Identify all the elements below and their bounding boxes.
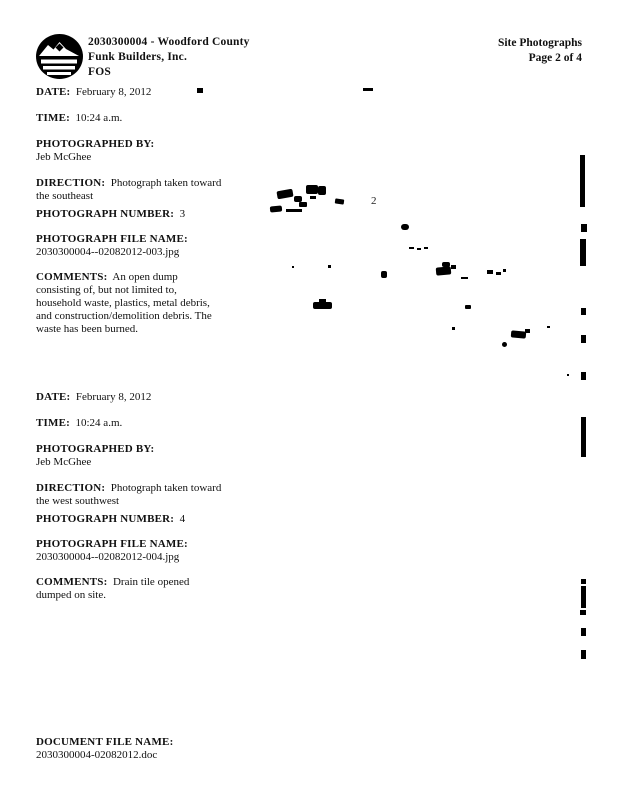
scan-artifact bbox=[581, 335, 586, 343]
scan-artifact bbox=[436, 266, 452, 275]
document-file-block bbox=[36, 736, 173, 762]
scan-artifact bbox=[502, 342, 507, 347]
photo-file-name: 2030300004--02082012-004.jpg bbox=[36, 551, 180, 563]
scan-artifact bbox=[401, 224, 409, 230]
scan-artifact bbox=[465, 305, 471, 309]
scan-artifact bbox=[276, 189, 293, 200]
scan-artifact bbox=[461, 277, 468, 279]
scan-artifact bbox=[580, 610, 586, 615]
header-site-info bbox=[88, 35, 250, 80]
scan-artifact bbox=[581, 650, 586, 659]
doc-title: Site Photographs bbox=[497, 37, 582, 49]
scan-artifact bbox=[335, 198, 345, 204]
scan-artifact bbox=[581, 372, 586, 380]
scan-artifact bbox=[451, 265, 456, 269]
scan-artifact bbox=[286, 209, 302, 212]
photo-entry-2 bbox=[36, 391, 231, 602]
date-label: DATE: bbox=[36, 86, 71, 98]
photographer-name: Jeb McGhee bbox=[36, 456, 92, 468]
scan-artifact bbox=[270, 205, 283, 212]
direction-row bbox=[36, 177, 224, 203]
photo-number-row bbox=[36, 513, 231, 526]
time-row bbox=[36, 112, 231, 125]
scan-artifact bbox=[580, 239, 586, 266]
direction-label: DIRECTION: bbox=[36, 482, 106, 494]
header-company: Funk Builders, Inc. bbox=[88, 51, 188, 63]
photographed-by-label: PHOTOGRAPHED BY: bbox=[36, 443, 155, 455]
scan-artifact bbox=[319, 299, 326, 302]
photographer-name: Jeb McGhee bbox=[36, 151, 92, 163]
direction-value: Photograph taken toward the west southwest bbox=[36, 482, 222, 507]
photo-number-label: PHOTOGRAPH NUMBER: bbox=[36, 208, 175, 220]
time-row bbox=[36, 417, 231, 430]
date-row bbox=[36, 391, 231, 404]
agency-seal-icon bbox=[35, 33, 84, 80]
scan-artifact bbox=[567, 374, 569, 376]
scan-artifact bbox=[197, 88, 203, 93]
date-label: DATE: bbox=[36, 391, 71, 403]
comments-row bbox=[36, 576, 224, 602]
scan-artifact bbox=[292, 266, 294, 268]
direction-label: DIRECTION: bbox=[36, 177, 106, 189]
comments-label: COMMENTS: bbox=[36, 271, 108, 283]
scan-artifact bbox=[313, 302, 332, 309]
photo-entry-1 bbox=[36, 86, 231, 336]
page-number: Page 2 of 4 bbox=[528, 52, 582, 64]
scan-artifact bbox=[452, 327, 455, 330]
photo-file-label: PHOTOGRAPH FILE NAME: bbox=[36, 233, 188, 245]
scan-artifact bbox=[318, 186, 326, 195]
scan-artifact bbox=[409, 247, 414, 249]
scan-artifact bbox=[580, 155, 585, 207]
scan-artifact-stray-digit: 2 bbox=[371, 195, 377, 207]
scan-artifact bbox=[581, 308, 586, 315]
date-value: February 8, 2012 bbox=[75, 391, 152, 403]
photo-number-value: 3 bbox=[179, 208, 186, 220]
photographed-by-row bbox=[36, 443, 231, 469]
scan-artifact bbox=[306, 185, 318, 194]
photographed-by-row bbox=[36, 138, 231, 164]
scan-artifact bbox=[487, 270, 493, 274]
scan-artifact bbox=[381, 271, 387, 278]
document-file-name: 2030300004-02082012.doc bbox=[36, 749, 158, 761]
scan-artifact bbox=[581, 579, 586, 584]
scan-artifact bbox=[299, 202, 307, 207]
date-value: February 8, 2012 bbox=[75, 86, 152, 98]
scan-artifact bbox=[424, 247, 428, 249]
scan-artifact bbox=[511, 330, 527, 338]
scan-artifact bbox=[363, 88, 373, 91]
header-doc-title-block bbox=[498, 36, 582, 66]
scan-artifact bbox=[496, 272, 501, 275]
scan-artifact bbox=[581, 417, 586, 457]
scan-artifact bbox=[310, 196, 316, 199]
scan-artifact bbox=[547, 326, 550, 328]
comments-row bbox=[36, 271, 224, 336]
document-file-label: DOCUMENT FILE NAME: bbox=[36, 736, 174, 748]
header-site-id: 2030300004 - Woodford County bbox=[88, 36, 250, 48]
time-label: TIME: bbox=[36, 417, 70, 429]
comments-text: An open dump consisting of, but not limited to, household waste, plastics, metal debris, and construction/demolition debris. The waste has been burned. bbox=[36, 271, 212, 335]
scan-artifact bbox=[328, 265, 331, 268]
scan-artifact bbox=[581, 224, 587, 232]
header-program: FOS bbox=[88, 66, 111, 78]
scan-artifact bbox=[503, 269, 506, 272]
direction-row bbox=[36, 482, 224, 508]
photo-file-name: 2030300004--02082012-003.jpg bbox=[36, 246, 180, 258]
photographed-by-label: PHOTOGRAPHED BY: bbox=[36, 138, 155, 150]
photo-file-row bbox=[36, 538, 231, 564]
time-value: 10:24 a.m. bbox=[75, 417, 123, 429]
direction-value: Photograph taken toward the southeast bbox=[36, 177, 222, 202]
photo-file-row bbox=[36, 233, 231, 259]
comments-label: COMMENTS: bbox=[36, 576, 108, 588]
scan-artifact bbox=[525, 329, 530, 333]
time-value: 10:24 a.m. bbox=[75, 112, 123, 124]
photo-number-value: 4 bbox=[179, 513, 186, 525]
scan-artifact bbox=[581, 586, 586, 608]
photo-number-row bbox=[36, 208, 231, 221]
time-label: TIME: bbox=[36, 112, 70, 124]
photo-file-label: PHOTOGRAPH FILE NAME: bbox=[36, 538, 188, 550]
scan-artifact bbox=[581, 628, 586, 636]
comments-text: Drain tile opened dumped on site. bbox=[36, 576, 190, 601]
scan-artifact bbox=[417, 248, 421, 250]
photo-number-label: PHOTOGRAPH NUMBER: bbox=[36, 513, 175, 525]
